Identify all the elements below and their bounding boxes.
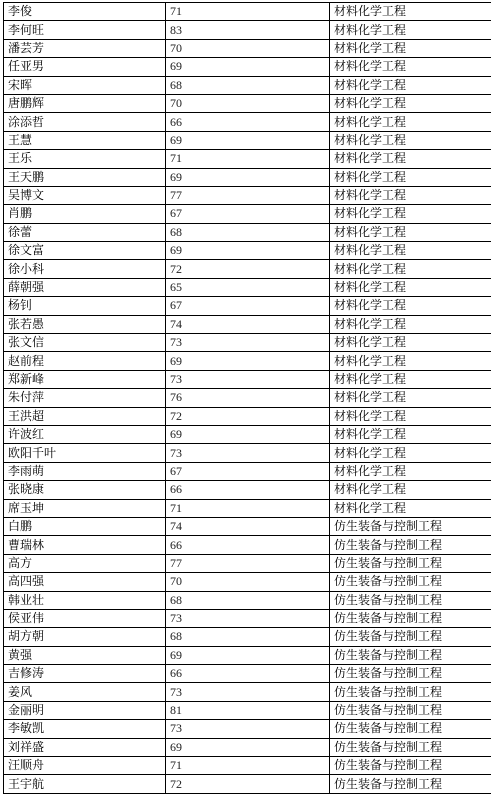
major-cell: 仿生装备与控制工程 [330, 720, 491, 738]
score-cell: 66 [166, 113, 330, 131]
name-cell: 王天鹏 [4, 168, 166, 186]
name-cell: 张晓康 [4, 481, 166, 499]
name-cell: 白鹏 [4, 517, 166, 535]
name-cell: 曹瑞林 [4, 536, 166, 554]
score-cell: 67 [166, 205, 330, 223]
major-cell: 材料化学工程 [330, 186, 491, 204]
table-row [4, 352, 491, 370]
major-cell: 材料化学工程 [330, 352, 491, 370]
major-cell: 材料化学工程 [330, 481, 491, 499]
score-cell: 67 [166, 462, 330, 480]
score-cell: 68 [166, 223, 330, 241]
major-cell: 材料化学工程 [330, 462, 491, 480]
score-cell: 69 [166, 646, 330, 664]
table-row [4, 334, 491, 352]
table-row [4, 131, 491, 149]
score-cell: 65 [166, 278, 330, 296]
major-cell: 仿生装备与控制工程 [330, 683, 491, 701]
major-cell: 仿生装备与控制工程 [330, 536, 491, 554]
table-row [4, 76, 491, 94]
name-cell: 李何旺 [4, 21, 166, 39]
table-row [4, 242, 491, 260]
table-row [4, 223, 491, 241]
score-cell: 70 [166, 39, 330, 57]
name-cell: 徐文富 [4, 242, 166, 260]
major-cell: 材料化学工程 [330, 205, 491, 223]
table-row [4, 315, 491, 333]
major-cell: 材料化学工程 [330, 39, 491, 57]
score-cell: 73 [166, 683, 330, 701]
table-row [4, 720, 491, 738]
score-cell: 69 [166, 352, 330, 370]
name-cell: 徐小科 [4, 260, 166, 278]
name-cell: 肖鹏 [4, 205, 166, 223]
table-row [4, 481, 491, 499]
table-row [4, 205, 491, 223]
table-row [4, 573, 491, 591]
major-cell: 材料化学工程 [330, 444, 491, 462]
major-cell: 仿生装备与控制工程 [330, 573, 491, 591]
name-cell: 任亚男 [4, 58, 166, 76]
major-cell: 仿生装备与控制工程 [330, 757, 491, 775]
name-cell: 许波红 [4, 425, 166, 443]
name-cell: 吉修涛 [4, 665, 166, 683]
score-cell: 70 [166, 573, 330, 591]
score-cell: 70 [166, 94, 330, 112]
table-row [4, 150, 491, 168]
major-cell: 仿生装备与控制工程 [330, 701, 491, 719]
major-cell: 材料化学工程 [330, 297, 491, 315]
name-cell: 侯亚伟 [4, 609, 166, 627]
score-cell: 69 [166, 58, 330, 76]
table-row [4, 278, 491, 296]
table-row [4, 536, 491, 554]
score-table [3, 2, 491, 794]
table-row [4, 407, 491, 425]
table-row [4, 701, 491, 719]
score-cell: 71 [166, 499, 330, 517]
score-cell: 68 [166, 76, 330, 94]
score-cell: 66 [166, 536, 330, 554]
table-row [4, 425, 491, 443]
name-cell: 王宇航 [4, 775, 166, 793]
major-cell: 材料化学工程 [330, 58, 491, 76]
major-cell: 材料化学工程 [330, 113, 491, 131]
score-cell: 69 [166, 738, 330, 756]
table-row [4, 168, 491, 186]
major-cell: 仿生装备与控制工程 [330, 775, 491, 793]
table-row [4, 444, 491, 462]
score-cell: 72 [166, 260, 330, 278]
name-cell: 胡方朝 [4, 628, 166, 646]
score-cell: 67 [166, 297, 330, 315]
major-cell: 仿生装备与控制工程 [330, 665, 491, 683]
name-cell: 黄强 [4, 646, 166, 664]
major-cell: 材料化学工程 [330, 370, 491, 388]
name-cell: 宋晖 [4, 76, 166, 94]
table-row [4, 665, 491, 683]
major-cell: 仿生装备与控制工程 [330, 517, 491, 535]
name-cell: 金丽明 [4, 701, 166, 719]
score-cell: 71 [166, 150, 330, 168]
table-row [4, 3, 491, 21]
score-cell: 68 [166, 591, 330, 609]
name-cell: 王乐 [4, 150, 166, 168]
major-cell: 仿生装备与控制工程 [330, 609, 491, 627]
table-row [4, 186, 491, 204]
table-body [4, 3, 491, 794]
major-cell: 材料化学工程 [330, 425, 491, 443]
score-cell: 72 [166, 407, 330, 425]
major-cell: 仿生装备与控制工程 [330, 646, 491, 664]
table-row [4, 462, 491, 480]
name-cell: 王洪超 [4, 407, 166, 425]
table-row [4, 94, 491, 112]
name-cell: 王慧 [4, 131, 166, 149]
score-cell: 71 [166, 3, 330, 21]
name-cell: 汪顺舟 [4, 757, 166, 775]
name-cell: 杨钊 [4, 297, 166, 315]
score-cell: 83 [166, 21, 330, 39]
score-cell: 71 [166, 757, 330, 775]
major-cell: 仿生装备与控制工程 [330, 591, 491, 609]
table-row [4, 58, 491, 76]
major-cell: 材料化学工程 [330, 94, 491, 112]
name-cell: 涂添哲 [4, 113, 166, 131]
major-cell: 材料化学工程 [330, 260, 491, 278]
major-cell: 材料化学工程 [330, 242, 491, 260]
score-cell: 73 [166, 444, 330, 462]
table-row [4, 683, 491, 701]
name-cell: 潘芸芳 [4, 39, 166, 57]
table-row [4, 554, 491, 572]
score-cell: 66 [166, 481, 330, 499]
score-cell: 73 [166, 334, 330, 352]
major-cell: 材料化学工程 [330, 131, 491, 149]
name-cell: 李敏凯 [4, 720, 166, 738]
major-cell: 材料化学工程 [330, 223, 491, 241]
name-cell: 欧阳千叶 [4, 444, 166, 462]
major-cell: 材料化学工程 [330, 278, 491, 296]
name-cell: 高方 [4, 554, 166, 572]
table-row [4, 370, 491, 388]
table-row [4, 609, 491, 627]
score-cell: 74 [166, 315, 330, 333]
major-cell: 材料化学工程 [330, 389, 491, 407]
major-cell: 材料化学工程 [330, 3, 491, 21]
score-cell: 81 [166, 701, 330, 719]
name-cell: 席玉坤 [4, 499, 166, 517]
name-cell: 张文信 [4, 334, 166, 352]
score-cell: 69 [166, 131, 330, 149]
name-cell: 张若愚 [4, 315, 166, 333]
name-cell: 朱付萍 [4, 389, 166, 407]
name-cell: 刘祥盛 [4, 738, 166, 756]
major-cell: 仿生装备与控制工程 [330, 628, 491, 646]
score-cell: 73 [166, 370, 330, 388]
name-cell: 赵前程 [4, 352, 166, 370]
major-cell: 材料化学工程 [330, 407, 491, 425]
table-row [4, 389, 491, 407]
score-cell: 74 [166, 517, 330, 535]
table-row [4, 21, 491, 39]
table-row [4, 738, 491, 756]
score-cell: 69 [166, 425, 330, 443]
score-cell: 73 [166, 720, 330, 738]
score-cell: 77 [166, 554, 330, 572]
table-row [4, 628, 491, 646]
table-row [4, 39, 491, 57]
table-row [4, 499, 491, 517]
name-cell: 姜风 [4, 683, 166, 701]
score-cell: 72 [166, 775, 330, 793]
name-cell: 李俊 [4, 3, 166, 21]
name-cell: 徐蕾 [4, 223, 166, 241]
major-cell: 材料化学工程 [330, 21, 491, 39]
table-row [4, 646, 491, 664]
score-cell: 77 [166, 186, 330, 204]
score-cell: 68 [166, 628, 330, 646]
name-cell: 李雨萌 [4, 462, 166, 480]
major-cell: 材料化学工程 [330, 76, 491, 94]
major-cell: 材料化学工程 [330, 499, 491, 517]
major-cell: 材料化学工程 [330, 150, 491, 168]
major-cell: 材料化学工程 [330, 334, 491, 352]
name-cell: 郑新峰 [4, 370, 166, 388]
table-row [4, 260, 491, 278]
table-row [4, 775, 491, 793]
major-cell: 仿生装备与控制工程 [330, 738, 491, 756]
major-cell: 材料化学工程 [330, 315, 491, 333]
name-cell: 薛朝强 [4, 278, 166, 296]
score-cell: 76 [166, 389, 330, 407]
table-row [4, 591, 491, 609]
table-row [4, 517, 491, 535]
score-cell: 69 [166, 168, 330, 186]
major-cell: 材料化学工程 [330, 168, 491, 186]
name-cell: 韩业壮 [4, 591, 166, 609]
name-cell: 唐鹏辉 [4, 94, 166, 112]
major-cell: 仿生装备与控制工程 [330, 554, 491, 572]
table-row [4, 113, 491, 131]
table-row [4, 757, 491, 775]
score-cell: 73 [166, 609, 330, 627]
table-row [4, 297, 491, 315]
name-cell: 高四强 [4, 573, 166, 591]
score-cell: 69 [166, 242, 330, 260]
name-cell: 吴博文 [4, 186, 166, 204]
score-cell: 66 [166, 665, 330, 683]
